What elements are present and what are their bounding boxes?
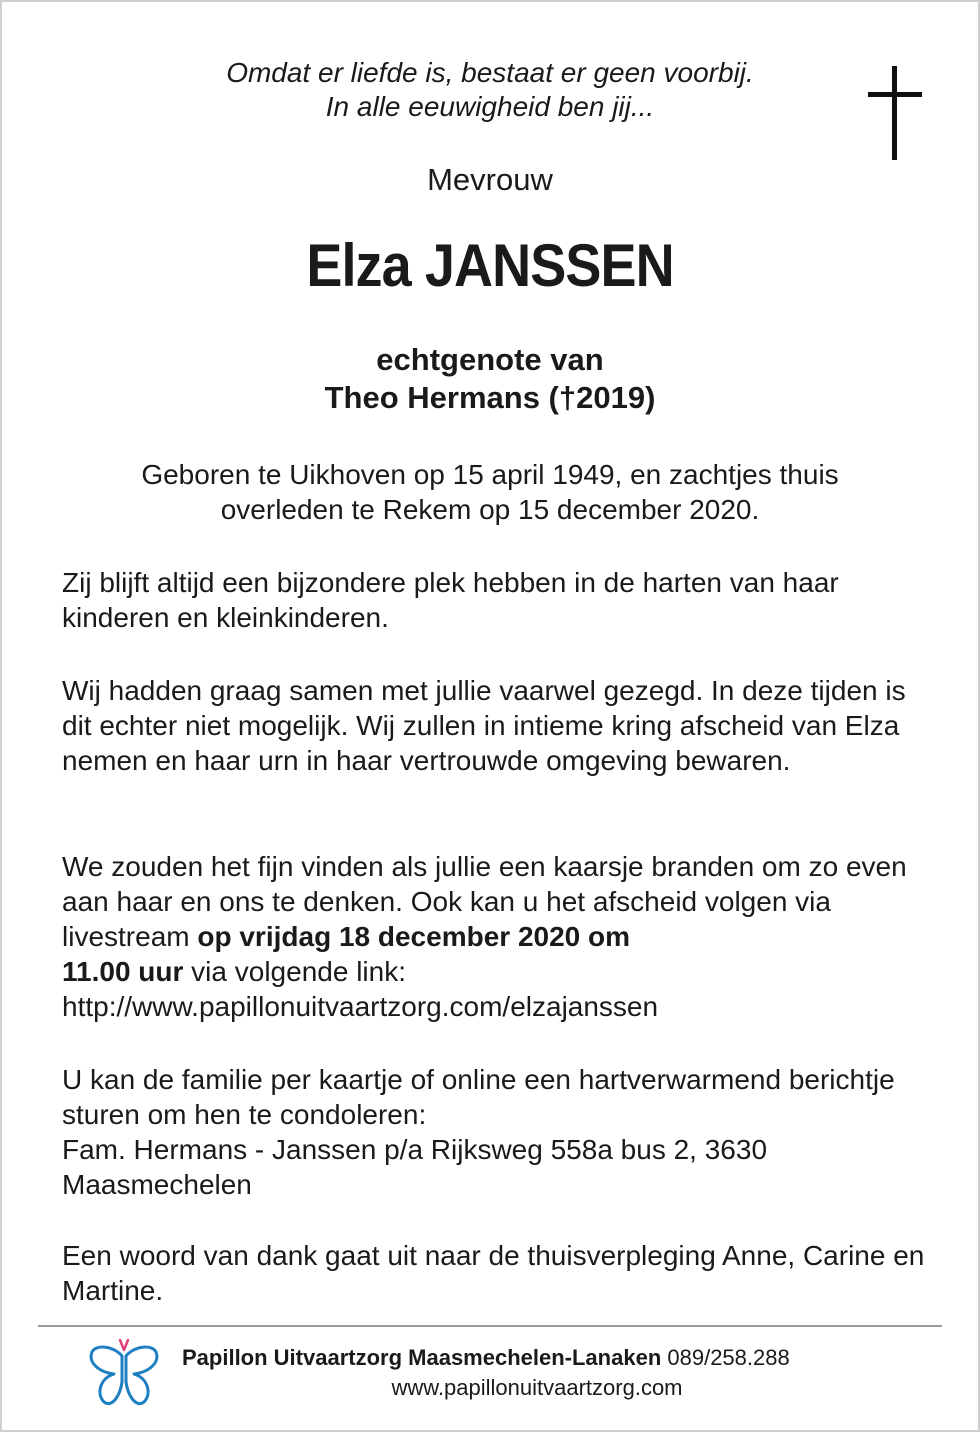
spouse-info [2,341,978,417]
quote-line-1: Omdat er liefde is, bestaat er geen voorbij. [226,57,754,88]
paragraph-livestream [62,849,938,1024]
birth-death-info [2,457,978,527]
company-phone: 089/258.288 [661,1345,790,1370]
paragraph-memory: Zij blijft altijd een bijzondere plek hebben in de harten van haar kinderen en kleinkinderen. [62,567,839,633]
livestream-link-intro: via volgende link: [183,956,406,987]
family-address: Fam. Hermans - Janssen p/a Rijksweg 558a bus 2, 3630 Maasmechelen [62,1134,768,1200]
paragraph-thanks: Een woord van dank gaat uit naar de thuisverpleging Anne, Carine en Martine. [62,1240,925,1306]
birth-line: Geboren te Uikhoven op 15 april 1949, en zachtjes thuis [141,459,839,490]
livestream-link[interactable]: http://www.papillonuitvaartzorg.com/elzajanssen [62,991,659,1022]
livestream-time: 11.00 uur [62,956,184,987]
footer-divider [38,1325,942,1327]
livestream-intro: We zouden het fijn vinden als jullie een kaarsje branden om zo even aan haar en ons te denken. Ook kan u het afscheid volgen via livestream [62,851,907,952]
company-name: Papillon Uitvaartzorg Maasmechelen-Lanaken [182,1345,662,1370]
company-website[interactable]: www.papillonuitvaartzorg.com [391,1375,683,1400]
footer-company-line [182,1344,790,1372]
quote-line-2: In alle eeuwigheid ben jij... [325,91,655,122]
opening-quote [2,56,978,124]
paragraph-farewell: Wij hadden graag samen met jullie vaarwel gezegd. In deze tijden is dit echter niet mogelijk. Wij zullen in intieme kring afscheid van Elza nemen en haar urn in haar vertrouwde omgeving bewaren. [62,675,906,776]
spouse-relation: echtgenote van [376,342,604,377]
spouse-name: Theo Hermans (†2019) [324,380,656,415]
death-line: overleden te Rekem op 15 december 2020. [220,494,760,525]
livestream-date: op vrijdag 18 december 2020 om [197,921,631,952]
paragraph-condolences [62,1062,938,1202]
honorific: Mevrouw [427,162,553,197]
condolence-text: U kan de familie per kaartje of online een hartverwarmend berichtje sturen om hen te condoleren: [62,1064,895,1130]
deceased-name: Elza JANSSEN [306,232,674,299]
